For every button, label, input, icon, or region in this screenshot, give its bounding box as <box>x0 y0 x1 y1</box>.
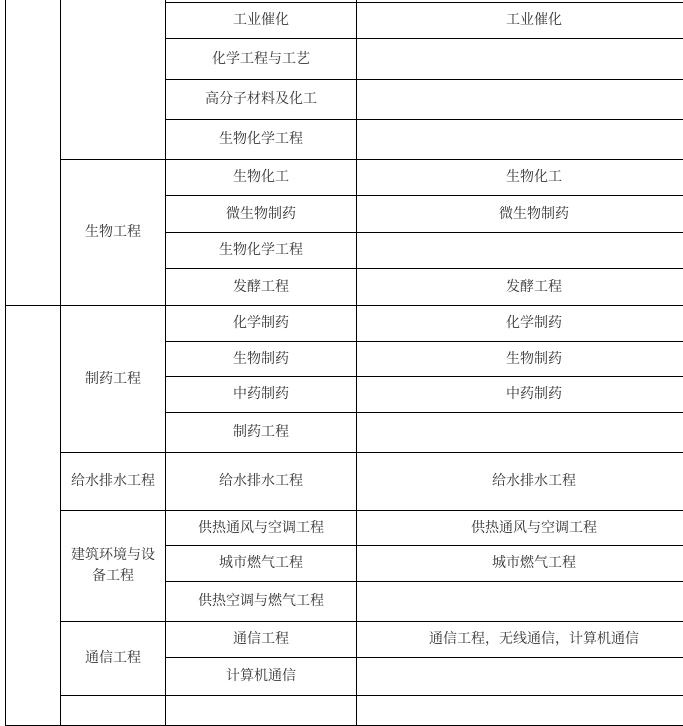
match-cell: 供热通风与空调工程 <box>357 511 683 546</box>
sub-major-cell: 生物化学工程 <box>166 120 357 160</box>
sub-major-cell: 化学制药 <box>166 306 357 342</box>
sub-major-cell: 计算机通信 <box>166 658 357 696</box>
major-cell <box>61 696 166 726</box>
major-cell <box>61 0 166 160</box>
major-cell: 给水排水工程 <box>61 453 166 511</box>
table-row <box>6 511 683 546</box>
sub-major-cell: 工业催化 <box>166 3 357 39</box>
sub-major-cell: 通信工程 <box>166 622 357 658</box>
sub-major-cell: 中药制药 <box>166 377 357 413</box>
match-cell: 通信工程，无线通信，计算机通信 <box>357 622 683 658</box>
sub-major-cell: 城市燃气工程 <box>166 546 357 582</box>
sub-major-cell: 给水排水工程 <box>166 453 357 511</box>
sub-major-cell: 高分子材料及化工 <box>166 80 357 120</box>
category-cell <box>6 306 61 726</box>
match-cell <box>357 120 683 160</box>
match-cell: 生物制药 <box>357 342 683 377</box>
sub-major-cell: 微生物制药 <box>166 196 357 233</box>
sub-major-cell: 生物制药 <box>166 342 357 377</box>
match-cell: 工业催化 <box>357 3 683 39</box>
table-row <box>6 160 683 196</box>
major-cell: 制药工程 <box>61 306 166 453</box>
sub-major-cell <box>166 696 357 726</box>
match-cell <box>357 413 683 453</box>
table-row <box>6 306 683 342</box>
sub-major-cell: 生物化学工程 <box>166 233 357 269</box>
match-cell <box>357 658 683 696</box>
table-row <box>6 696 683 726</box>
match-cell: 发酵工程 <box>357 269 683 306</box>
sub-major-cell: 供热空调与燃气工程 <box>166 582 357 622</box>
match-cell: 城市燃气工程 <box>357 546 683 582</box>
sub-major-cell: 供热通风与空调工程 <box>166 511 357 546</box>
sub-major-cell: 发酵工程 <box>166 269 357 306</box>
match-cell <box>357 80 683 120</box>
match-cell <box>357 233 683 269</box>
table-row <box>6 453 683 511</box>
major-cell: 生物工程 <box>61 160 166 306</box>
category-cell <box>6 0 61 306</box>
match-cell <box>357 39 683 80</box>
sub-major-cell: 化学工程与工艺 <box>166 39 357 80</box>
table-row <box>6 622 683 658</box>
match-cell: 化学制药 <box>357 306 683 342</box>
match-cell: 中药制药 <box>357 377 683 413</box>
match-cell <box>357 582 683 622</box>
match-cell <box>357 696 683 726</box>
match-cell: 微生物制药 <box>357 196 683 233</box>
sub-major-cell: 生物化工 <box>166 160 357 196</box>
major-cell: 建筑环境与设备工程 <box>61 511 166 622</box>
match-cell: 给水排水工程 <box>357 453 683 511</box>
major-mapping-table <box>5 0 683 726</box>
match-cell: 生物化工 <box>357 160 683 196</box>
major-cell: 通信工程 <box>61 622 166 696</box>
sub-major-cell: 制药工程 <box>166 413 357 453</box>
